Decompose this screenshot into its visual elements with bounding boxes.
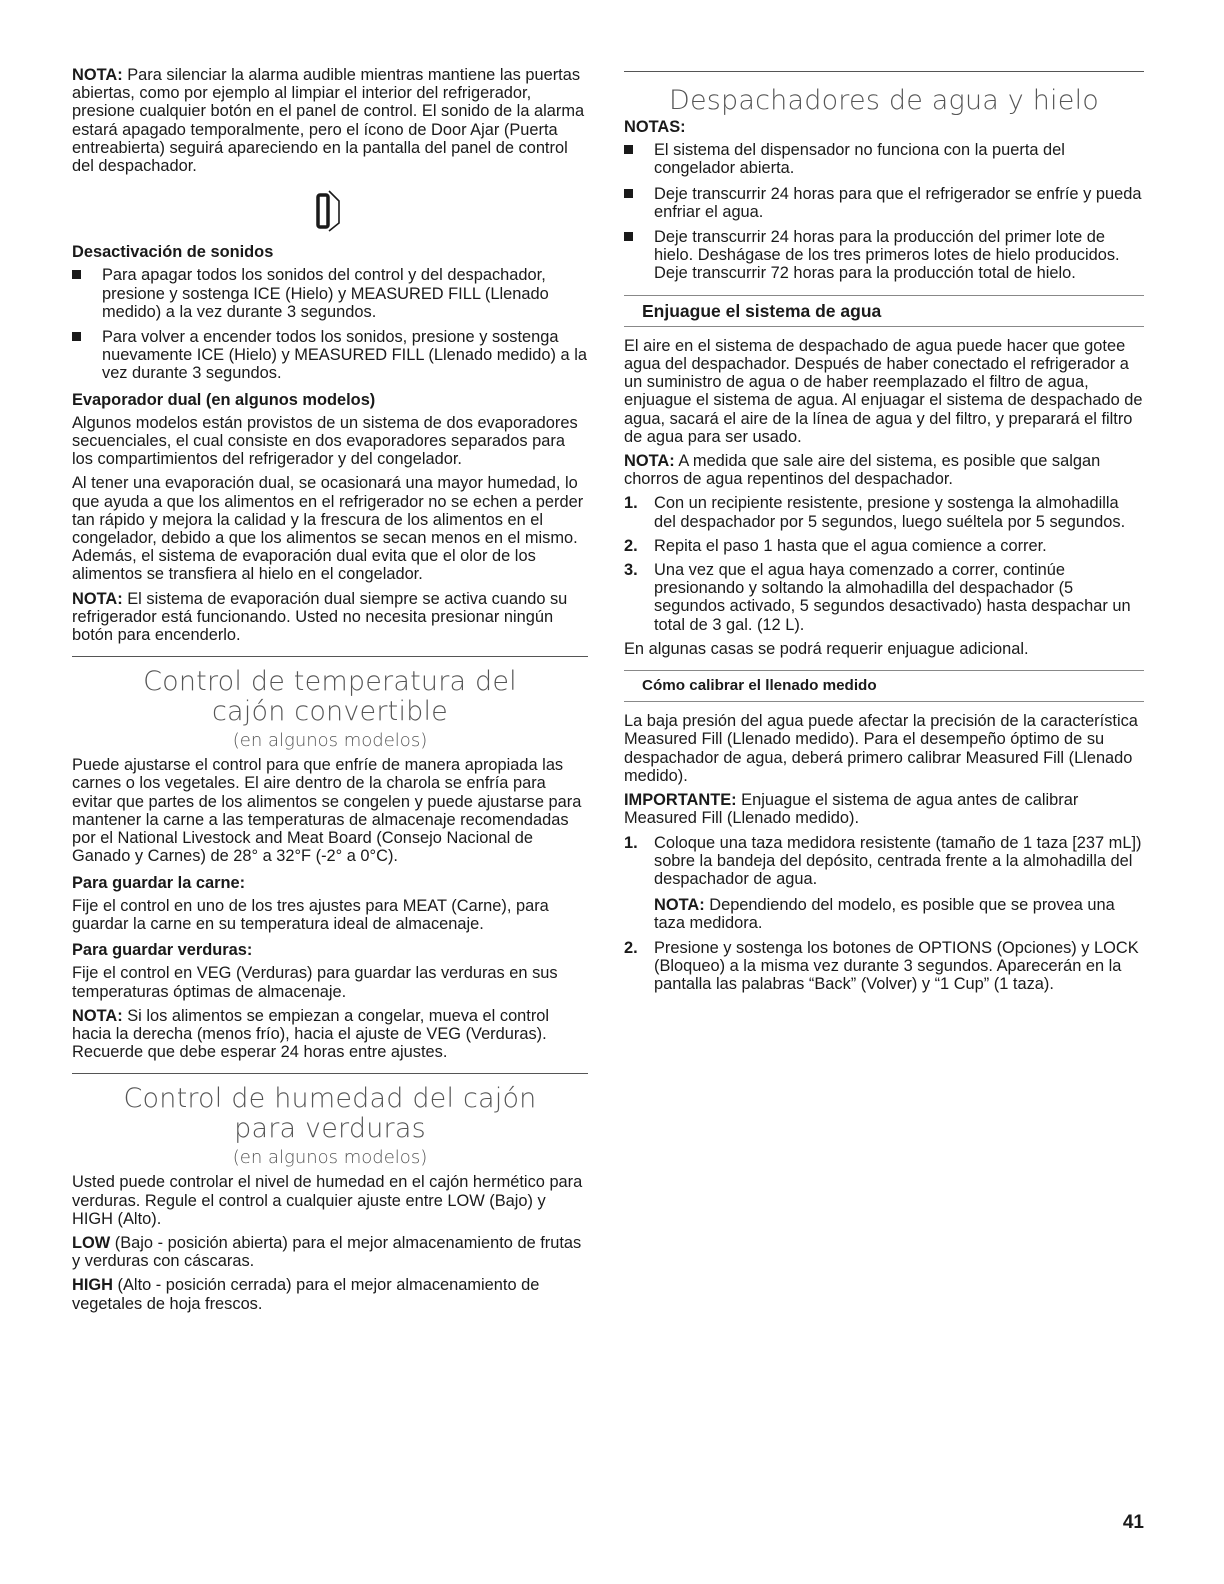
list-item: El sistema del dispensador no funciona con la puerta del congelador abierta.: [624, 141, 1144, 177]
list-item: Para volver a encender todos los sonidos, presione y sostenga nuevamente ICE (Hielo) y MEASURED FILL (Llenado medido) a la vez durante 3 segundos.: [72, 328, 588, 383]
evaporador-nota: NOTA: El sistema de evaporación dual siempre se activa cuando su refrigerador está funcionando. Usted no necesita presionar ningún botón para encenderlo.: [72, 589, 568, 645]
notas-list: [624, 141, 1144, 282]
carne-heading: Para guardar la carne:: [72, 873, 246, 892]
nota-alarma: NOTA: Para silenciar la alarma audible mientras mantiene las puertas abiertas, como por ejemplo al limpiar el interior del refrigerador, presione cualquier botón en el panel de control. El sonido de la alarma estará apagado temporalmente, pero el ícono de Door Ajar (Puerta entreabierta) seguirá apareciendo en la pantalla del panel de control del despachador.: [72, 66, 585, 176]
verduras-text: Fije el control en VEG (Verduras) para guardar las verduras en sus temperaturas óptimas de almacenaje.: [72, 964, 558, 1001]
step-item: 2. Repita el paso 1 hasta que el agua comience a correr.: [624, 536, 1047, 555]
step-item: 1. Coloque una taza medidora resistente (tamaño de 1 taza [237 mL]) sobre la bandeja del depósito, centrada frente a la almohadilla del despachador de agua. NOTA: Dependiendo del modelo, es posible que se provea una taza medidora.: [624, 834, 1144, 933]
enjuague-nota: NOTA: A medida que sale aire del sistema, es posible que salgan chorros de agua repentinos del despachador.: [624, 452, 1101, 489]
humedad-paragraph: Usted puede controlar el nivel de humedad en el cajón hermético para verduras. Regule el control a cualquier ajuste entre LOW (Bajo) y HIGH (Alto).: [72, 1173, 583, 1228]
list-item: Para apagar todos los sonidos del control y del despachador, presione y sostenga ICE (Hielo) y MEASURED FILL (Llenado medido) a la vez durante 3 segundos.: [72, 266, 588, 321]
despachadores-section-title: Despachadores de agua y hielo: [668, 85, 1099, 116]
list-item: Deje transcurrir 24 horas para la producción del primer lote de hielo. Deshágase de los tres primeros lotes de hielo producidos. Deje transcurrir 72 horas para la producción total de hielo.: [624, 228, 1144, 283]
temperatura-models-note: (en algunos modelos): [232, 730, 428, 752]
evaporador-paragraph-1: Algunos modelos están provistos de un sistema de dos evaporadores secuenciales, el cual consiste en dos evaporadores separados para los compartimientos del refrigerador y del congelador.: [72, 413, 578, 469]
left-column: [72, 66, 588, 1319]
calibrar-paragraph: La baja presión del agua puede afectar la precisión de la característica Measured Fill (Llenado medido). Para el desempeño óptimo de su despachador de agua, deberá primero calibrar Measured Fill (Llenado medido).: [624, 712, 1138, 785]
notas-heading: NOTAS:: [624, 118, 686, 136]
temperatura-paragraph: Puede ajustarse el control para que enfríe de manera apropiada las carnes o los vegetales. El aire dentro de la charola se enfría para evitar que partes de los alimentos se congelen y puede ajustarse para mantener la carne a las temperaturas de almacenaje recomendadas por el National Livestock and Meat Board (Consejo Nacional de Ganado y Carnes) de 28° a 32°F (-2° a 0°C).: [72, 756, 582, 866]
step-item: 3. Una vez que el agua haya comenzado a correr, continúe presionando y soltando la almohadilla del despachador (5 segundos activado, 5 segundos desactivado) hasta despachar un total de 3 gal. (12 L).: [624, 561, 1131, 634]
desactivacion-heading: Desactivación de sonidos: [72, 243, 274, 262]
right-column: [624, 66, 1144, 999]
temperatura-section-title: Control de temperatura del cajón convertible: [143, 666, 517, 728]
page-number: 41: [1122, 1512, 1144, 1533]
step-item: 1. Con un recipiente resistente, presione y sostenga la almohadilla del despachador por 5 segundos, luego suéltela por 5 segundos.: [624, 494, 1126, 531]
enjuague-paragraph: El aire en el sistema de despachado de agua puede hacer que gotee agua del despachador. Después de haber conectado el refrigerador a un suministro de agua o de haber reemplazado el filtro de agua, enjuague el sistema de agua. Al enjuagar el sistema de despachado de agua, sacará el aire de la línea de agua y del filtro, y preparará el filtro de agua para ser usado.: [624, 336, 1143, 446]
step-item: 2. Presione y sostenga los botones de OPTIONS (Opciones) y LOCK (Bloqueo) a la misma vez durante 3 segundos. Aparecerán en la pantalla las palabras “Back” (Volver) y “1 Cup” (1 taza).: [624, 938, 1139, 993]
verduras-heading: Para guardar verduras:: [72, 941, 253, 960]
list-item: Deje transcurrir 24 horas para que el refrigerador se enfríe y pueda enfriar el agua.: [624, 185, 1144, 221]
evaporador-paragraph-2: Al tener una evaporación dual, se ocasionará una mayor humedad, lo que ayuda a que los alimentos en el refrigerador no se echen a perder tan rápido y mejora la calidad y la frescura de los alimentos en el congelador, debido a que los alimentos se secan menos en el mismo. Además, el sistema de evaporación dual evita que el olor de los alimentos se transfiera al hielo en el congelador.: [72, 474, 584, 584]
desactivacion-list: [72, 266, 588, 382]
calibrar-heading: Cómo calibrar el llenado medido: [624, 670, 1144, 702]
high-setting: HIGH (Alto - posición cerrada) para el mejor almacenamiento de vegetales de hoja frescos.: [72, 1276, 540, 1313]
calibrar-importante: IMPORTANTE: Enjuague el sistema de agua antes de calibrar Measured Fill (Llenado medido).: [624, 791, 1079, 828]
section-divider: [72, 1073, 588, 1074]
carne-text: Fije el control en uno de los tres ajustes para MEAT (Carne), para guardar la carne en su temperatura ideal de almacenaje.: [72, 896, 549, 933]
evaporador-heading: Evaporador dual (en algunos modelos): [72, 390, 376, 409]
enjuague-heading: Enjuague el sistema de agua: [624, 295, 1144, 327]
bullet-icon: [624, 145, 633, 154]
step-nota: NOTA: Dependiendo del modelo, es posible que se provea una taza medidora.: [654, 896, 1115, 933]
humedad-models-note: (en algunos modelos): [232, 1147, 428, 1169]
section-divider: [624, 71, 1144, 72]
section-divider: [72, 656, 588, 657]
humedad-section-title: Control de humedad del cajón para verduras: [123, 1083, 537, 1145]
bullet-icon: [72, 332, 81, 341]
enjuague-steps: [624, 494, 1144, 633]
bullet-icon: [72, 270, 81, 279]
door-ajar-icon: [72, 189, 588, 235]
temperatura-nota: NOTA: Si los alimentos se empiezan a congelar, mueva el control hacia la derecha (menos frío), hacia el ajuste de VEG (Verduras). Recuerde que debe esperar 24 horas entre ajustes.: [72, 1006, 550, 1062]
bullet-icon: [624, 232, 633, 241]
enjuague-final: En algunas casas se podrá requerir enjuague adicional.: [624, 639, 1029, 658]
bullet-icon: [624, 189, 633, 198]
low-setting: LOW (Bajo - posición abierta) para el mejor almacenamiento de frutas y verduras con cáscaras.: [72, 1233, 582, 1271]
